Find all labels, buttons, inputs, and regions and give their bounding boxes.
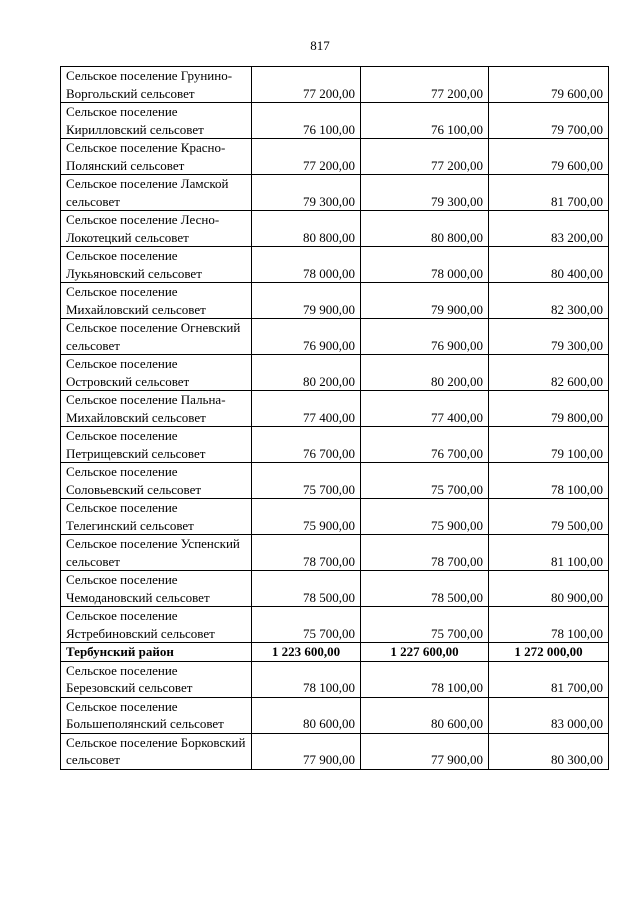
row-name-cell: Сельское поселение Пальна-Михайловский сельсовет (61, 391, 252, 427)
row-name-cell: Сельское поселение Огневский сельсовет (61, 319, 252, 355)
row-name-cell: Тербунский район (61, 643, 252, 662)
row-name-cell: Сельское поселение Красно-Полянский сельсовет (61, 139, 252, 175)
row-value-v1-cell: 76 900,00 (252, 319, 361, 355)
table-row (61, 67, 609, 103)
row-value-v3-cell: 79 300,00 (489, 319, 609, 355)
row-value-v3-cell: 83 200,00 (489, 211, 609, 247)
table-row (61, 211, 609, 247)
table-row (61, 499, 609, 535)
table-row (61, 139, 609, 175)
table-row (61, 607, 609, 643)
row-value-v2-cell: 78 100,00 (361, 661, 489, 697)
row-value-v2-cell: 77 200,00 (361, 139, 489, 175)
row-value-v3-cell: 81 700,00 (489, 175, 609, 211)
row-value-v2-cell: 77 900,00 (361, 733, 489, 769)
table-row (61, 391, 609, 427)
row-value-v1-cell: 80 200,00 (252, 355, 361, 391)
row-value-v3-cell: 79 800,00 (489, 391, 609, 427)
row-value-v3-cell: 79 100,00 (489, 427, 609, 463)
table-row (61, 175, 609, 211)
row-value-v1-cell: 77 400,00 (252, 391, 361, 427)
row-value-v3-cell: 82 600,00 (489, 355, 609, 391)
table-row (61, 247, 609, 283)
table-row (61, 103, 609, 139)
table-row (61, 733, 609, 769)
row-value-v3-cell: 81 700,00 (489, 661, 609, 697)
row-value-v1-cell: 78 000,00 (252, 247, 361, 283)
row-name-cell: Сельское поселение Грунино-Воргольский сельсовет (61, 67, 252, 103)
row-value-v1-cell: 77 200,00 (252, 139, 361, 175)
row-value-v3-cell: 83 000,00 (489, 697, 609, 733)
row-value-v2-cell: 77 400,00 (361, 391, 489, 427)
row-name-cell: Сельское поселение Островский сельсовет (61, 355, 252, 391)
row-value-v3-cell: 79 500,00 (489, 499, 609, 535)
row-value-v2-cell: 77 200,00 (361, 67, 489, 103)
table-row (61, 283, 609, 319)
row-name-cell: Сельское поселение Борковский сельсовет (61, 733, 252, 769)
table-row (61, 355, 609, 391)
row-name-cell: Сельское поселение Кирилловский сельсовет (61, 103, 252, 139)
row-name-cell: Сельское поселение Лукьяновский сельсовет (61, 247, 252, 283)
row-value-v2-cell: 76 100,00 (361, 103, 489, 139)
row-value-v1-cell: 79 300,00 (252, 175, 361, 211)
table-row (61, 571, 609, 607)
row-value-v1-cell: 80 800,00 (252, 211, 361, 247)
table-body (61, 67, 609, 770)
row-value-v1-cell: 77 200,00 (252, 67, 361, 103)
row-value-v3-cell: 80 400,00 (489, 247, 609, 283)
row-value-v1-cell: 78 500,00 (252, 571, 361, 607)
row-value-v1-cell: 75 900,00 (252, 499, 361, 535)
row-name-cell: Сельское поселение Чемодановский сельсовет (61, 571, 252, 607)
budget-table (60, 66, 609, 770)
page-number: 817 (310, 38, 330, 53)
row-value-v3-cell: 78 100,00 (489, 607, 609, 643)
row-value-v2-cell: 80 200,00 (361, 355, 489, 391)
row-name-cell: Сельское поселение Соловьевский сельсовет (61, 463, 252, 499)
row-value-v3-cell: 81 100,00 (489, 535, 609, 571)
row-value-v1-cell: 78 700,00 (252, 535, 361, 571)
row-value-v2-cell: 78 700,00 (361, 535, 489, 571)
row-name-cell: Сельское поселение Успенский сельсовет (61, 535, 252, 571)
table-row (61, 319, 609, 355)
row-value-v2-cell: 75 700,00 (361, 463, 489, 499)
row-value-v2-cell: 75 900,00 (361, 499, 489, 535)
row-value-v2-cell: 79 300,00 (361, 175, 489, 211)
row-name-cell: Сельское поселение Телегинский сельсовет (61, 499, 252, 535)
row-value-v2-cell: 79 900,00 (361, 283, 489, 319)
row-value-v1-cell: 1 223 600,00 (252, 643, 361, 662)
row-value-v1-cell: 78 100,00 (252, 661, 361, 697)
row-value-v3-cell: 78 100,00 (489, 463, 609, 499)
row-name-cell: Сельское поселение Михайловский сельсовет (61, 283, 252, 319)
row-value-v2-cell: 78 500,00 (361, 571, 489, 607)
row-value-v3-cell: 79 600,00 (489, 139, 609, 175)
row-name-cell: Сельское поселение Большеполянский сельсовет (61, 697, 252, 733)
row-name-cell: Сельское поселение Березовский сельсовет (61, 661, 252, 697)
row-value-v2-cell: 80 600,00 (361, 697, 489, 733)
table-row (61, 463, 609, 499)
table-row-total (61, 643, 609, 662)
row-value-v2-cell: 75 700,00 (361, 607, 489, 643)
row-name-cell: Сельское поселение Ястребиновский сельсовет (61, 607, 252, 643)
row-value-v3-cell: 79 700,00 (489, 103, 609, 139)
row-name-cell: Сельское поселение Лесно-Локотецкий сельсовет (61, 211, 252, 247)
table-row (61, 661, 609, 697)
row-value-v2-cell: 1 227 600,00 (361, 643, 489, 662)
row-name-cell: Сельское поселение Ламской сельсовет (61, 175, 252, 211)
row-value-v2-cell: 76 700,00 (361, 427, 489, 463)
row-value-v2-cell: 76 900,00 (361, 319, 489, 355)
row-value-v1-cell: 80 600,00 (252, 697, 361, 733)
row-value-v1-cell: 76 100,00 (252, 103, 361, 139)
row-value-v1-cell: 75 700,00 (252, 463, 361, 499)
row-value-v3-cell: 80 300,00 (489, 733, 609, 769)
table-row (61, 427, 609, 463)
row-value-v2-cell: 78 000,00 (361, 247, 489, 283)
row-value-v3-cell: 82 300,00 (489, 283, 609, 319)
row-value-v1-cell: 79 900,00 (252, 283, 361, 319)
row-value-v1-cell: 75 700,00 (252, 607, 361, 643)
table-row (61, 697, 609, 733)
row-value-v2-cell: 80 800,00 (361, 211, 489, 247)
table-row (61, 535, 609, 571)
row-value-v1-cell: 77 900,00 (252, 733, 361, 769)
row-value-v3-cell: 79 600,00 (489, 67, 609, 103)
row-value-v1-cell: 76 700,00 (252, 427, 361, 463)
row-value-v3-cell: 1 272 000,00 (489, 643, 609, 662)
row-value-v3-cell: 80 900,00 (489, 571, 609, 607)
row-name-cell: Сельское поселение Петрищевский сельсовет (61, 427, 252, 463)
